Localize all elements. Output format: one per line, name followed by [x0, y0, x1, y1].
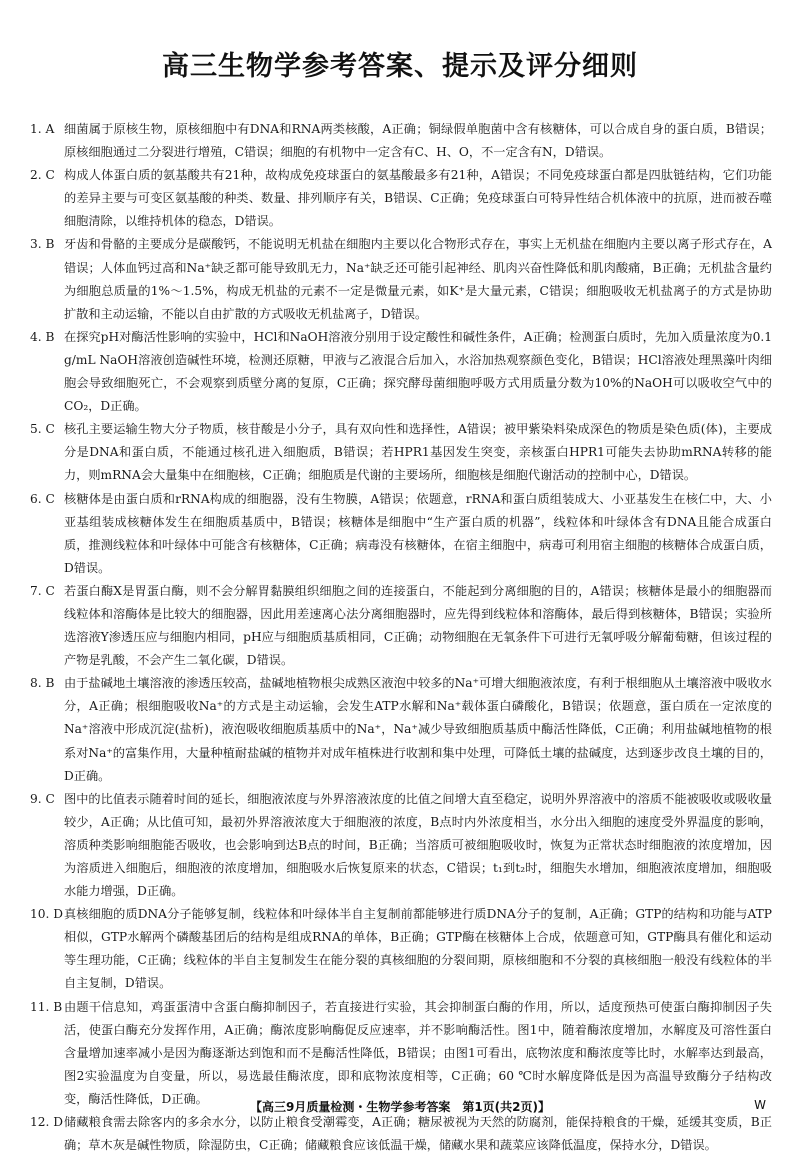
- answer-item-7: [30, 580, 772, 672]
- answer-text: 细菌属于原核生物，原核细胞中有DNA和RNA两类核酸，A正确；铜绿假单胞菌中含有核糖体，可以合成自身的蛋白质，B错误；原核细胞通过二分裂进行增殖，C错误；细胞的有机物中一定含有C、H、O，不一定含有N，D错误。: [64, 122, 772, 160]
- answer-text: 牙齿和骨骼的主要成分是碳酸钙，不能说明无机盐在细胞内主要以化合物形式存在，事实上无机盐在细胞内主要以离子形式存在，A错误；人体血钙过高和Na⁺缺乏都可能导致肌无力，Na⁺缺乏还可能引起神经、肌肉兴奋性降低和肌肉酸痛，B正确；无机盐含量约为细胞总质量的1%～1.5%，构成无机盐的元素不一定是微量元素，如K⁺是大量元素，C错误；细胞吸收无机盐离子的方式是协助扩散和主动运输，不能以自由扩散的方式吸收无机盐离子，D错误。: [64, 237, 772, 321]
- answer-item-3: [30, 233, 772, 325]
- answer-item-8: [30, 672, 772, 787]
- answer-item-11: [30, 996, 772, 1111]
- answer-item-9: [30, 788, 772, 903]
- answer-number: 7. C: [30, 583, 55, 598]
- answer-number: 8. B: [30, 676, 55, 691]
- answer-text: 由题干信息知，鸡蛋蛋清中含蛋白酶抑制因子，若直接进行实验，其会抑制蛋白酶的作用，所以，适度预热可使蛋白酶抑制因子失活，使蛋白酶充分发挥作用，A正确；酶浓度影响酶促反应速率，并不影响酶活性。图1中，随着酶浓度增加，水解度及可溶性蛋白含量增加速率减小是因为酶逐渐达到饱和而不是酶活性降低，B错误；由图1可看出，底物浓度和酶浓度等比时，水解率达到最高，图2实验温度为自变量，所以，易选最佳酶浓度，即和底物浓度相等，C正确；60 ℃时水解度降低是因为高温导致酶分子结构改变，酶活性降低，D正确。: [64, 999, 772, 1106]
- answer-text: 由于盐碱地土壤溶液的渗透压较高，盐碱地植物根尖成熟区液泡中较多的Na⁺可增大细胞液浓度，有利于根细胞从土壤溶液中吸收水分，A正确；根细胞吸收Na⁺的方式是主动运输，会发生ATP水解和Na⁺载体蛋白磷酸化，B错误；依题意，蛋白质在一定浓度的Na⁺溶液中形成沉淀(盐析)，液泡吸收细胞质基质中的Na⁺，Na⁺减少导致细胞质基质中酶活性降低，C正确；利用盐碱地植物的根系对Na⁺的富集作用，大量种植耐盐碱的植物并对成年植株进行收割和集中处理，可降低土壤的盐碱度，达到逐步改良土壤的目的，D正确。: [64, 676, 772, 783]
- answer-text: 图中的比值表示随着时间的延长，细胞液浓度与外界溶液浓度的比值之间增大直至稳定，说明外界溶液中的溶质不能被吸收或吸收量较少，A正确；从比值可知，最初外界溶液浓度大于细胞液的浓度，B点时内外浓度相当，水分出入细胞的速度受外界温度的影响，溶质种类影响细胞能否吸收，也会影响到达B点的时间，B正确；当溶质可被细胞吸收时，恢复为正常状态时细胞液的浓度增加，因为溶质进入细胞后，细胞液的浓度增加，细胞吸水后恢复原来的状态，C错误；t₁到t₂时，细胞失水增加，细胞液浓度增加，细胞吸水能力增强，D正确。: [64, 791, 772, 899]
- answer-text: 真核细胞的质DNA分子能够复制，线粒体和叶绿体半自主复制前都能够进行质DNA分子的复制，A正确；GTP的结构和功能与ATP相似，GTP水解两个磷酸基团后的结构是组成RNA的单体，B正确；GTP酶在核糖体上合成，依题意可知，GTP酶具有催化和运动等生理功能，C正确；线粒体的半自主复制发生在能分裂的真核细胞的分裂间期，原核细胞和不分裂的真核细胞一般没有线粒体的半自主复制，D错误。: [64, 907, 772, 991]
- answer-number: 5. C: [30, 422, 55, 437]
- page-title: 高三生物学参考答案、提示及评分细则: [162, 51, 638, 82]
- version-code: W: [754, 1098, 766, 1112]
- answer-item-2: [30, 164, 772, 233]
- answer-number: 4. B: [30, 329, 55, 344]
- answer-number: 3. B: [30, 237, 55, 252]
- answer-list: [30, 118, 772, 1157]
- answer-number: 9. C: [30, 791, 55, 806]
- answer-number: 11. B: [30, 999, 63, 1014]
- answer-text: 储藏粮食需去除客内的多余水分，以防止粮食受潮霉变，A正确；糖尿被视为天然的防腐剂，能保持粮食的干燥，延缓其变质，B正确；草木灰是碱性物质，除湿防虫，C正确；储藏粮食应该低温干燥，储藏水果和蔬菜应该降低温度，保持水分，D错误。: [64, 1115, 772, 1153]
- answer-number: 2. C: [30, 168, 55, 183]
- answer-item-12: [30, 1111, 772, 1157]
- page-footer: 【高三9月质量检测・生物学参考答案 第1页(共2页)】: [249, 1100, 551, 1114]
- answer-item-10: [30, 903, 772, 995]
- answer-number: 6. C: [30, 491, 55, 506]
- answer-item-4: [30, 326, 772, 418]
- answer-text: 构成人体蛋白质的氨基酸共有21种，故构成免疫球蛋白的氨基酸最多有21种，A错误；不同免疫球蛋白都是四肽链结构，它们功能的差异主要与可变区氨基酸的种类、数量、排列顺序有关，B错误、C正确；免疫球蛋白可特异性结合机体液中的抗原，进而被吞噬细胞清除，以维持机体的稳态，D错误。: [64, 168, 772, 229]
- answer-text: 核糖体是由蛋白质和rRNA构成的细胞器，没有生物膜，A错误；依题意，rRNA和蛋白质组装成大、小亚基发生在核仁中，大、小亚基组装成核糖体发生在细胞质基质中，B错误；核糖体是细胞中“生产蛋白质的机器”，线粒体和叶绿体含有DNA且能合成蛋白质，推测线粒体和叶绿体中可能含有核糖体，C正确；病毒没有核糖体，在宿主细胞中，病毒可利用宿主细胞的核糖体合成蛋白质，D错误。: [64, 491, 772, 575]
- answer-item-5: [30, 418, 772, 487]
- answer-number: 10. D: [30, 907, 64, 922]
- answer-text: 核孔主要运输生物大分子物质，核苷酸是小分子，具有双向性和选择性，A错误；被甲紫染料染成深色的物质是染色质(体)，主要成分是DNA和蛋白质，不能通过核孔进入细胞质，B错误；若HPR1基因发生突变，亲核蛋白HPR1可能失去协助mRNA转移的能力，则mRNA会大量集中在细胞核，C正确；细胞质是代谢的主要场所，细胞核是细胞代谢活动的控制中心，D错误。: [64, 422, 772, 483]
- answer-item-1: [30, 118, 772, 164]
- answer-number: 1. A: [30, 122, 55, 136]
- answer-text: 在探究pH对酶活性影响的实验中，HCl和NaOH溶液分别用于设定酸性和碱性条件，A正确；检测蛋白质时，先加入质量浓度为0.1 g/mL NaOH溶液创造碱性环境，检测还原糖，甲液与乙液混合后加入，水浴加热观察颜色变化，B错误；HCl溶液处理黑藻叶肉细胞会导致细胞死亡，不会观察到质壁分离的复原，C正确；探究酵母菌细胞呼吸方式用质量分数为10%的NaOH可以吸收空气中的CO₂，D正确。: [64, 329, 772, 414]
- answer-text: 若蛋白酶X是胃蛋白酶，则不会分解胃黏膜组织细胞之间的连接蛋白，不能起到分离细胞的目的，A错误；核糖体是最小的细胞器而线粒体和溶酶体是比较大的细胞器，因此用差速离心法分离细胞器时，应先得到线粒体和溶酶体，最后得到核糖体，B错误；实验所选溶液Y渗透压应与细胞内相同，pH应与细胞质基质相同，C正确；动物细胞在无氧条件下可进行无氧呼吸分解葡萄糖，但该过程的产物是乳酸，不会产生二氧化碳，D错误。: [64, 583, 772, 668]
- answer-number: 12. D: [30, 1115, 64, 1130]
- answer-item-6: [30, 488, 772, 580]
